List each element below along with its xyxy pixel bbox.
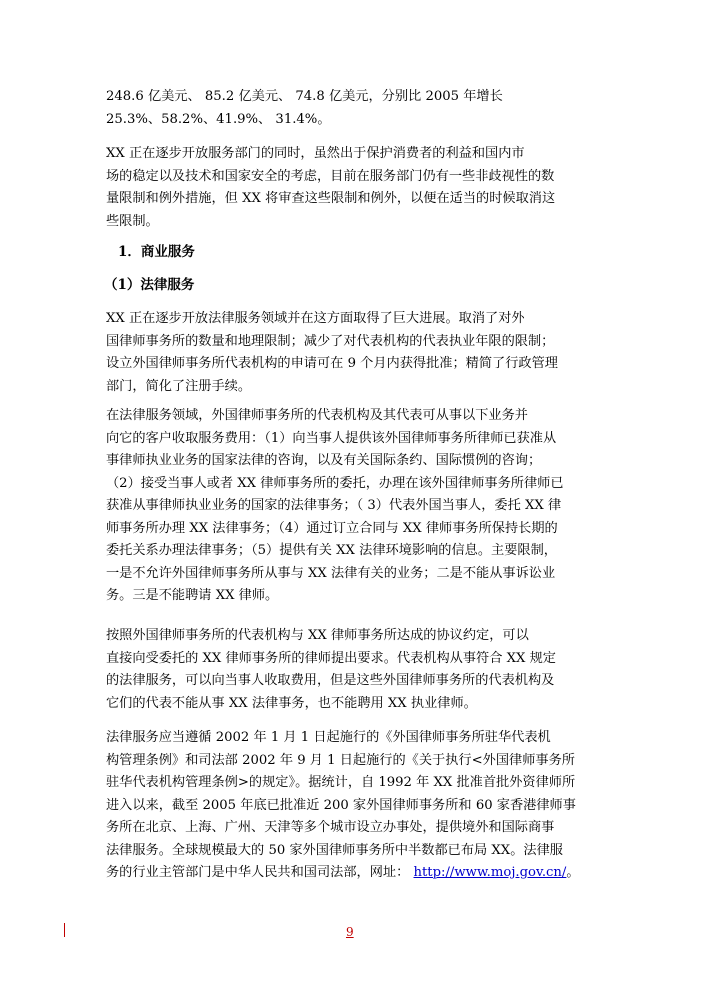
paragraph-line: 些限制。: [106, 213, 159, 229]
paragraph-line: 直接向受委托的 XX 律师事务所的律师提出要求。代表机构从事符合 XX 规定: [106, 650, 556, 666]
paragraph-line: 法律服务。全球规模最大的 50 家外国律师事务所中半数都已布局 XX。法律服: [106, 842, 563, 858]
paragraph-legal-regulations: [106, 727, 586, 885]
paragraph-line: 25.3%、58.2%、41.9%、 31.4%。: [106, 111, 331, 127]
paragraph-line: （2）接受当事人或者 XX 律师事务所的委托，办理在该外国律师事务所律师已: [106, 475, 564, 491]
paragraph-line: 的法律服务，可以向当事人收取费用，但是这些外国律师事务所的代表机构及: [106, 673, 555, 688]
paragraph-line: 248.6 亿美元、 85.2 亿美元、 74.8 亿美元，分别比 2005 年增长: [106, 89, 503, 104]
paragraph-line: 委托关系办理法律事务；（5）提供有关 XX 法律环境影响的信息。主要限制，: [106, 543, 557, 558]
paragraph-line: 一是不允许外国律师事务所从事与 XX 法律有关的业务；二是不能从事诉讼业: [106, 565, 556, 581]
paragraph-line: 务。三是不能聘请 XX 律师。: [106, 588, 279, 603]
paragraph-line: XX 正在逐步开放法律服务领域并在这方面取得了巨大进展。取消了对外: [106, 311, 525, 326]
paragraph-services-opening: [106, 143, 586, 233]
margin-marker: [64, 923, 65, 937]
paragraph-line: 构管理条例》和司法部 2002 年 9 月 1 日起施行的《关于执行<外国律师事务所: [106, 752, 575, 768]
paragraph-line: 设立外国律师事务所代表机构的申请可在 9 个月内获得批准；精简了行政管理: [106, 356, 558, 371]
section-heading-business-services: 1．商业服务: [118, 244, 195, 260]
paragraph-line: 国律师事务所的数量和地理限制；减少了对代表机构的代表执业年限的限制；: [106, 333, 555, 349]
paragraph-line-text: 务的行业主管部门是中华人民共和国司法部，网址：: [106, 865, 414, 880]
paragraph-line: 进入以来，截至 2005 年底已批准近 200 家外国律师事务所和 60 家香港律师事: [106, 797, 576, 813]
subsection-heading-legal-services: （1）法律服务: [104, 277, 195, 293]
paragraph-line-with-link: [106, 862, 586, 885]
paragraph-line: 法律服务应当遵循 2002 年 1 月 1 日起施行的《外国律师事务所驻华代表机: [106, 730, 551, 745]
paragraph-line: 部门，简化了注册手续。: [106, 378, 252, 394]
paragraph-line: 向它的客户收取服务费用：（1）向当事人提供该外国律师事务所律师已获准从: [106, 430, 557, 446]
paragraph-line: 它们的代表不能从事 XX 法律事务，也不能聘用 XX 执业律师。: [106, 695, 477, 711]
paragraph-line: 获准从事律师执业业务的国家的法律事务；（ 3）代表外国当事人，委托 XX 律: [106, 498, 562, 513]
paragraph-line: 事律师执业业务的国家法律的咨询，以及有关国际条约、国际惯例的咨询；: [106, 453, 542, 468]
paragraph-line: 师事务所办理 XX 法律事务；（4）通过订立合同与 XX 律师事务所保持长期的: [106, 520, 558, 536]
paragraph-legal-opening: [106, 308, 586, 398]
paragraph-line: 驻华代表机构管理条例>的规定》。据统计，自 1992 年 XX 批准首批外资律师所: [106, 775, 576, 790]
paragraph-line-end: 。: [566, 865, 580, 880]
paragraph-line: 务所在北京、上海、广州、天津等多个城市设立办事处，提供境外和国际商事: [106, 820, 555, 835]
moj-website-link[interactable]: http://www.moj.gov.cn/: [413, 865, 567, 880]
paragraph-legal-agreement: [106, 625, 586, 715]
paragraph-line: 场的稳定以及技术和国家安全的考虑，目前在服务部门仍有一些非歧视性的数: [106, 168, 555, 184]
paragraph-legal-scope: [106, 405, 586, 608]
paragraph-line: 按照外国律师事务所的代表机构与 XX 律师事务所达成的协议约定，可以: [106, 628, 529, 643]
paragraph-line: 在法律服务领域，外国律师事务所的代表机构及其代表可从事以下业务并: [106, 408, 528, 423]
paragraph-intro-continuation: [106, 86, 586, 131]
page-number: 9: [346, 925, 354, 939]
paragraph-line: 量限制和例外措施，但 XX 将审查这些限制和例外，以便在适当的时候取消这: [106, 191, 556, 206]
paragraph-line: XX 正在逐步开放服务部门的同时，虽然出于保护消费者的利益和国内市: [106, 146, 525, 161]
